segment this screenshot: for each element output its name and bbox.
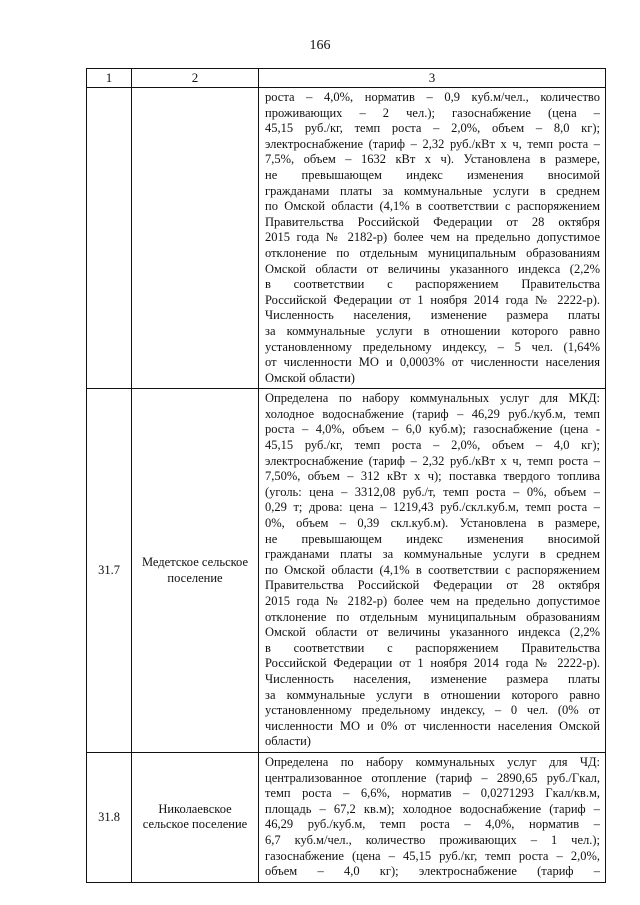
text-line: Омской области от величины указанного индекса (2,2%: [265, 261, 600, 276]
text-line: газоснабжение (цена – 45,15 руб./кг, темп роста – 2,0%,: [265, 848, 600, 863]
text-line: Правительства Российской Федерации от 28 октября: [265, 578, 600, 593]
text-line: отклонение по отдельным муниципальным образованиям: [265, 609, 600, 624]
text-line: в соответствии с распоряжением Правительства: [265, 640, 600, 655]
row-description: [259, 389, 606, 753]
settlement-name: Медетское сельское поселение: [132, 389, 259, 753]
text-line: электроснабжение (тариф – 2,32 руб./кВт х ч, темп роста –: [265, 453, 600, 468]
text-line: Омской области): [265, 370, 355, 385]
text-line: Омской области от величины указанного индекса (2,2%: [265, 625, 600, 640]
table-row: [87, 752, 606, 882]
text-line: Определена по набору коммунальных услуг для ЧД:: [265, 754, 600, 769]
text-line: холодное водоснабжение (тариф – 46,29 руб./куб.м, темп: [265, 406, 600, 421]
settlement-name: Николаевское сельское поселение: [132, 752, 259, 882]
header-cell-3: 3: [259, 69, 606, 88]
text-line: 2015 года № 2182-р) более чем на предельно допустимое: [265, 230, 600, 245]
text-line: не превышающем индекс изменения вносимой: [265, 167, 600, 182]
page-number: 166: [309, 38, 331, 53]
document-table: [86, 68, 606, 883]
text-line: роста – 4,0%, норматив – 0,9 куб.м/чел., количество: [265, 90, 600, 104]
text-line: Численность населения, изменение размера платы: [265, 671, 600, 686]
text-line: 7,5%, объем – 1632 кВт х ч). Установлена в размере,: [265, 152, 600, 167]
text-line: по Омской области (4,1% в соответствии с распоряжением: [265, 562, 600, 577]
text-line: электроснабжение (тариф – 2,32 руб./кВт х ч, темп роста –: [265, 136, 600, 151]
text-line: площадь – 67,2 кв.м); холодное водоснабжение (тариф –: [265, 801, 600, 816]
text-line: Российской Федерации от 1 ноября 2014 года № 2222-р).: [265, 656, 600, 671]
text-line: проживающих – 2 чел.); газоснабжение (цена –: [265, 105, 600, 120]
text-line: Правительства Российской Федерации от 28 октября: [265, 214, 600, 229]
text-line: Российской Федерации от 1 ноября 2014 года № 2222-р).: [265, 292, 600, 307]
text-line: централизованное отопление (тариф – 2890,65 руб./Гкал,: [265, 770, 600, 785]
text-line: 46,29 руб./куб.м, темп роста – 4,0%, норматив –: [265, 817, 600, 832]
settlement-name: [132, 88, 259, 389]
row-number: [87, 88, 132, 389]
text-line: (уголь: цена – 3312,08 руб./т, темп роста – 0%, объем –: [265, 484, 600, 499]
row-description: [259, 752, 606, 882]
text-line: 0%, объем – 0,39 скл.куб.м). Установлена в размере,: [265, 516, 600, 531]
text-line: за коммунальные услуги в отношении которого равно: [265, 687, 600, 702]
text-line: в соответствии с распоряжением Правительства: [265, 277, 600, 292]
text-line: отклонение по отдельным муниципальным образованиям: [265, 245, 600, 260]
text-line: Определена по набору коммунальных услуг для МКД:: [265, 391, 600, 406]
text-line: 45,15 руб./кг, темп роста – 2,0%, объем – 8,0 кг);: [265, 121, 600, 136]
row-number: 31.7: [87, 389, 132, 753]
text-line: роста – 4,0%, объем – 6,0 куб.м); газоснабжение (цена -: [265, 422, 600, 437]
text-line: от численности МО и 0,0003% от численности населения: [265, 355, 600, 370]
row-number: 31.8: [87, 752, 132, 882]
text-line: 6,7 куб.м/чел., количество проживающих – 1 чел.);: [265, 832, 600, 847]
table-row: [87, 389, 606, 753]
header-cell-2: 2: [132, 69, 259, 88]
text-line: области): [265, 734, 311, 749]
header-cell-1: 1: [87, 69, 132, 88]
row-description: [259, 88, 606, 389]
text-line: Численность населения, изменение размера платы: [265, 308, 600, 323]
text-line: гражданами платы за коммунальные услуги в среднем: [265, 183, 600, 198]
text-line: гражданами платы за коммунальные услуги в среднем: [265, 547, 600, 562]
text-line: объем – 4,0 кг); электроснабжение (тариф –: [265, 864, 600, 879]
table-row: [87, 88, 606, 389]
table-header-row: [87, 69, 606, 88]
text-line: 7,50%, объем – 312 кВт х ч); поставка твердого топлива: [265, 469, 600, 484]
text-line: по Омской области (4,1% в соответствии с распоряжением: [265, 199, 600, 214]
text-line: темп роста – 6,6%, норматив – 0,0271293 Гкал/кв.м,: [265, 786, 600, 801]
text-line: 2015 года № 2182-р) более чем на предельно допустимое: [265, 594, 600, 608]
text-line: не превышающем индекс изменения вносимой: [265, 531, 600, 546]
text-line: 45,15 руб./кг, темп роста – 2,0%, объем – 4,0 кг);: [265, 438, 600, 453]
text-line: 0,29 т; дрова: цена – 1219,43 руб./скл.куб.м, темп роста –: [265, 500, 600, 515]
text-line: установленному предельному индексу, – 0 чел. (0% от: [265, 703, 600, 718]
text-line: установленному предельному индексу, – 5 чел. (1,64%: [265, 339, 600, 354]
text-line: за коммунальные услуги в отношении которого равно: [265, 323, 600, 338]
text-line: численности МО и 0% от численности населения Омской: [265, 718, 600, 733]
